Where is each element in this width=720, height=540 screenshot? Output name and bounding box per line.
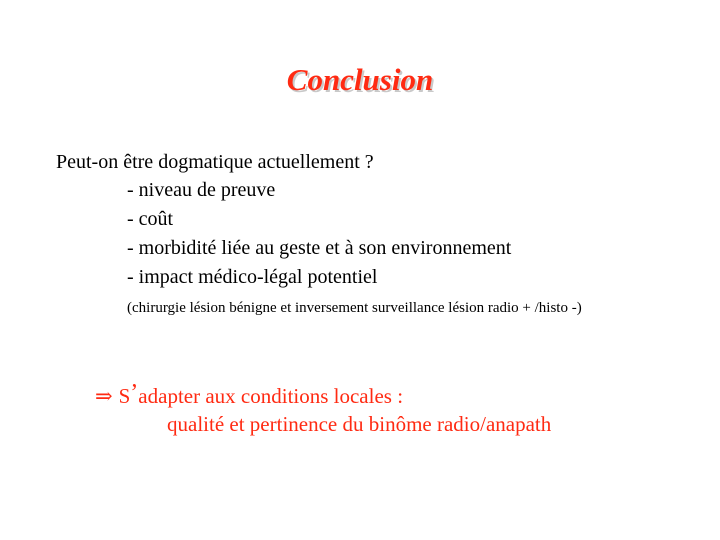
list-item: - morbidité liée au geste et à son environnement	[127, 237, 512, 259]
conclusion-s-letter: S	[118, 384, 131, 408]
implies-arrow-icon: ⇒	[95, 384, 113, 408]
criteria-list	[127, 176, 511, 292]
conclusion-subline: qualité et pertinence du binôme radio/anapath	[167, 412, 552, 436]
conclusion-line	[95, 382, 403, 410]
list-item: - impact médico-légal potentiel	[127, 266, 378, 288]
list-item: - coût	[127, 208, 174, 230]
question-text: Peut-on être dogmatique actuellement ?	[56, 151, 374, 173]
list-item: - niveau de preuve	[127, 179, 276, 201]
slide-title: Conclusion	[286, 62, 434, 97]
conclusion-apostrophe: ’	[130, 380, 139, 406]
parenthetical-note: (chirurgie lésion bénigne et inversement surveillance lésion radio + /histo -)	[127, 300, 582, 316]
conclusion-text: adapter aux conditions locales :	[138, 384, 404, 408]
